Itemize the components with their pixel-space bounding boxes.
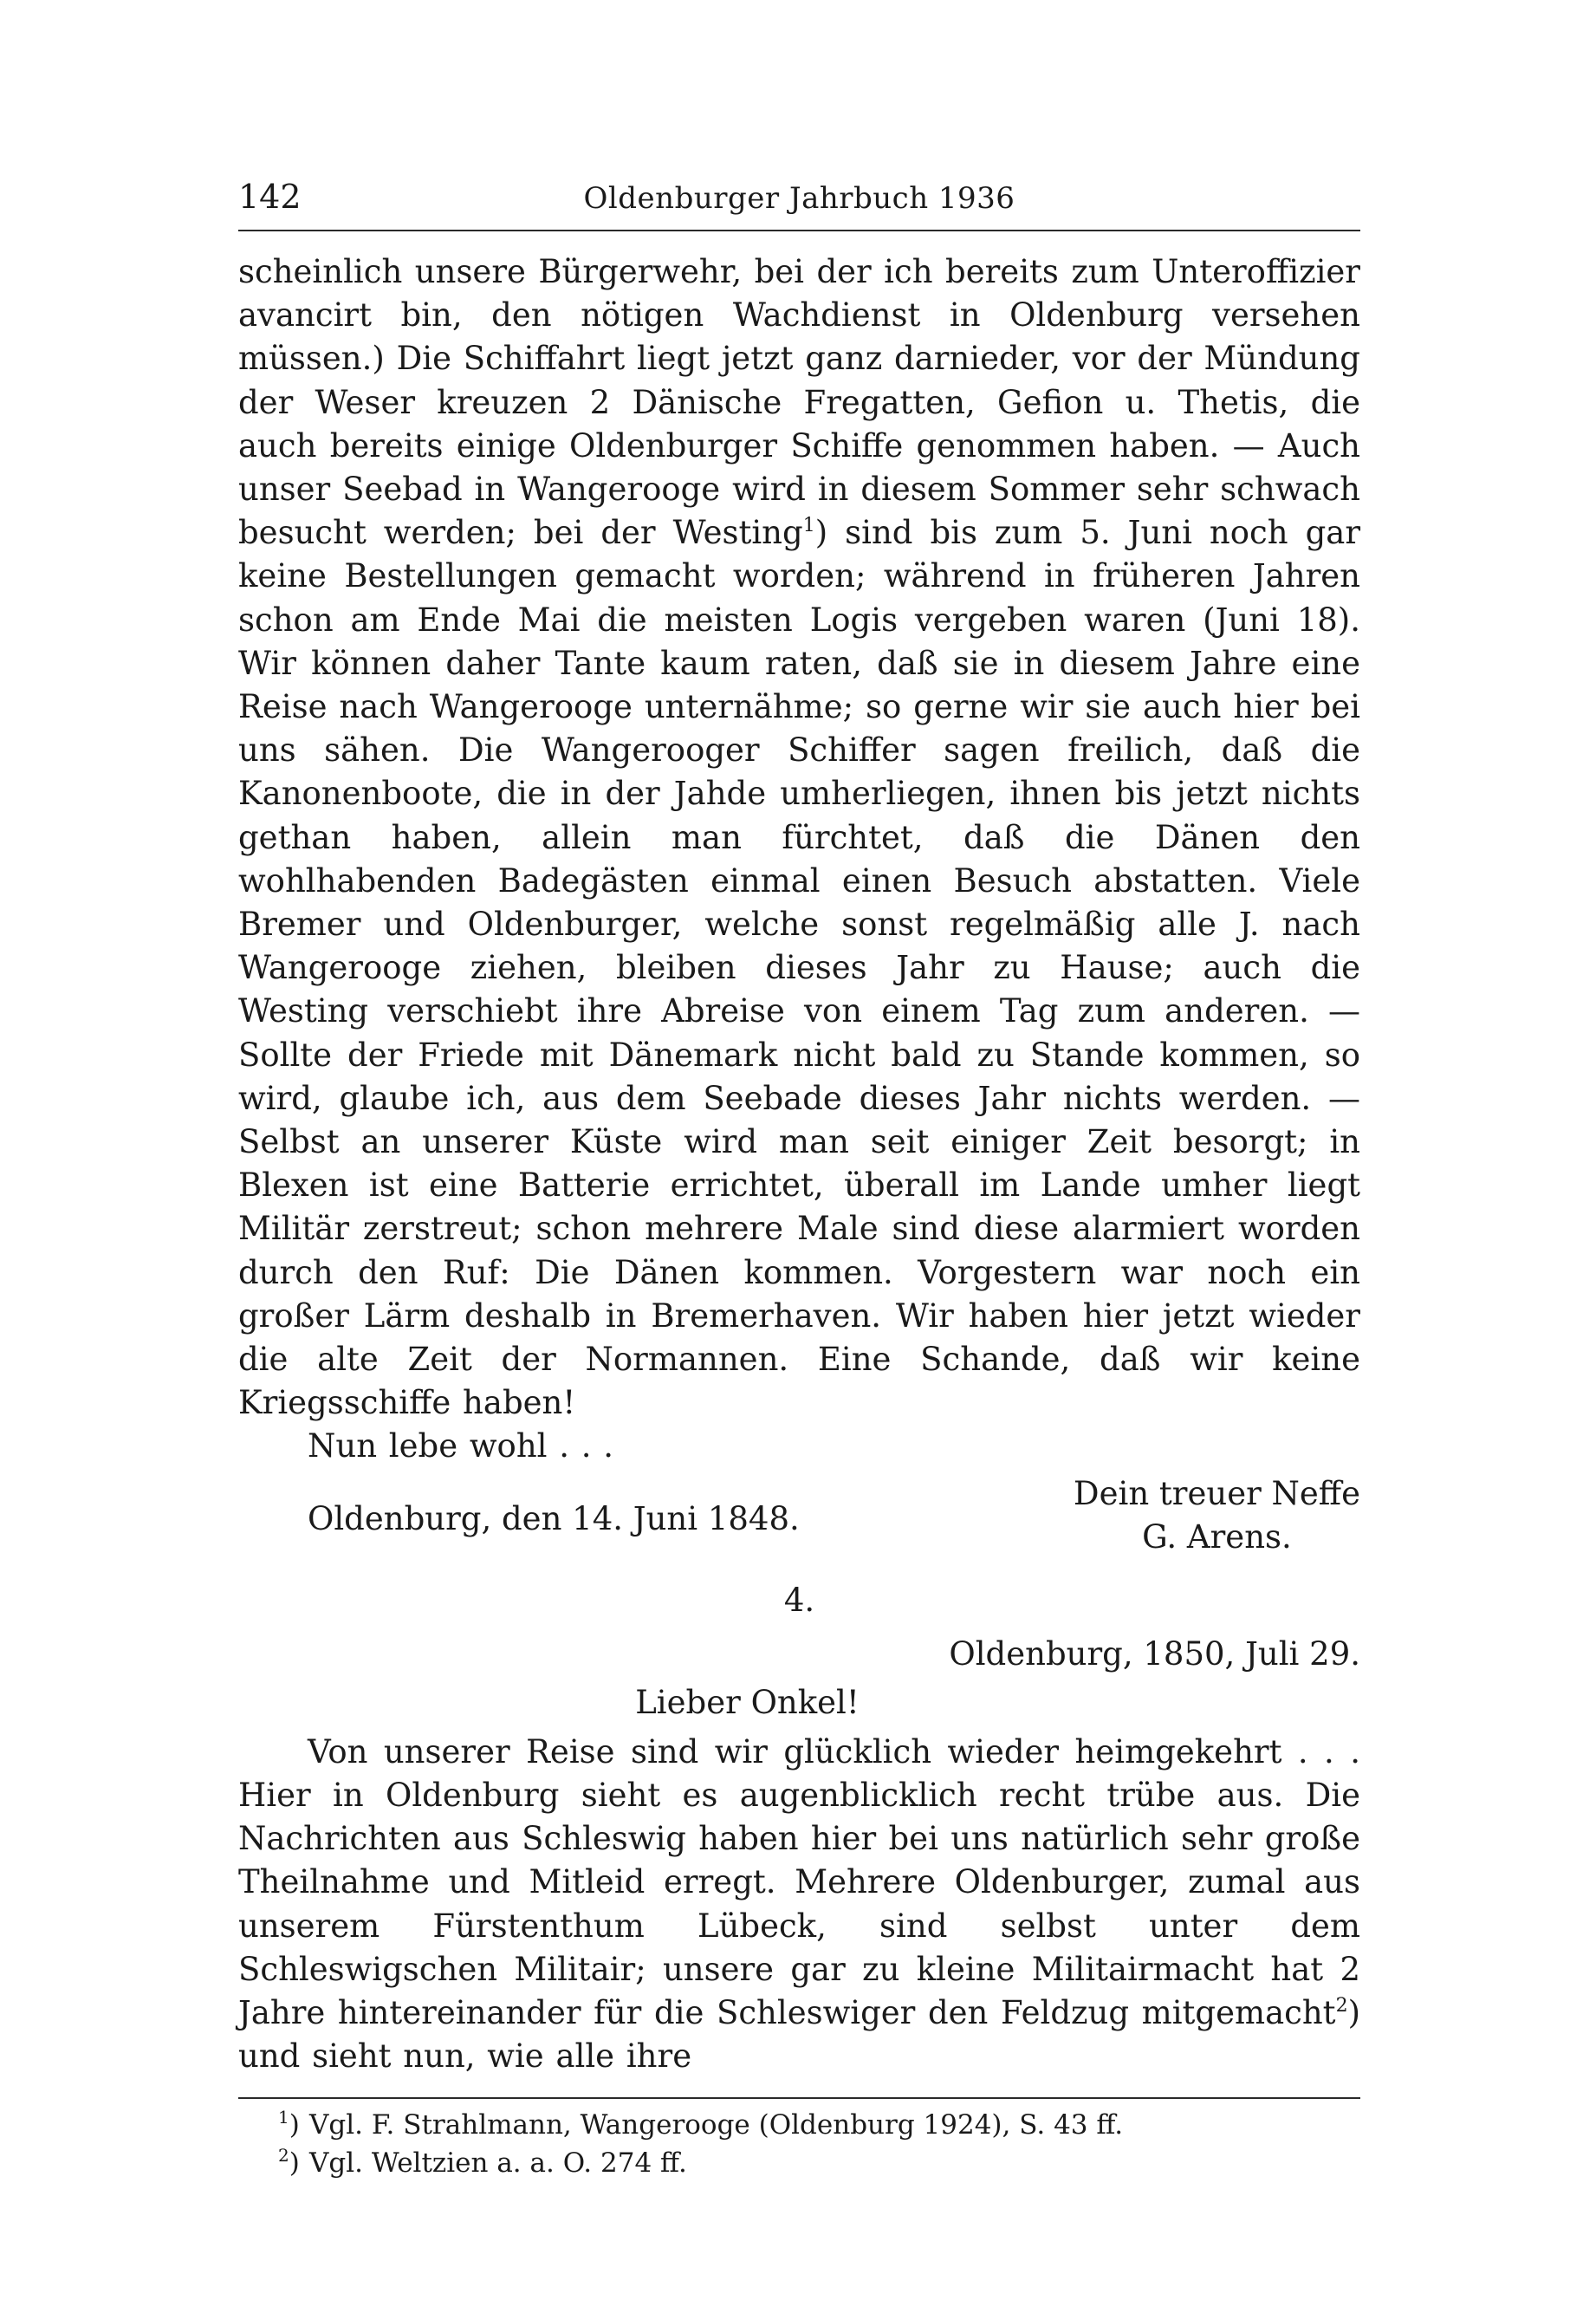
footnote-2 [278,2144,1360,2182]
footnote-mark: $^1$) [278,2107,300,2141]
letter-3-text-part-b: ) sind bis zum 5. Juni noch gar keine Bestellungen gemacht worden; während in früheren Jahren schon am Ende Mai die meisten Logis vergeben waren (Juni 18). Wir können daher Tante kaum raten, daß sie in diesem Jahre eine Reise nach Wangerooge unternähme; so gerne wir sie auch hier bei uns sähen. Die Wangerooger Schiffer sagen freilich, daß die Kanonenboote, die in der Jahde umherliegen, ihnen bis jetzt nichts gethan haben, allein man fürchtet, daß die Dänen den wohlhabenden Badegästen einmal einen Besuch abstatten. Viele Bremer und Oldenburger, welche sonst regelmäßig alle J. nach Wangerooge ziehen, bleiben dieses Jahr zu Hause; auch die Westing verschiebt ihre Abreise von einem Tag zum anderen. — Sollte der Friede mit Dänemark nicht bald zu Stande kommen, so wird, glaube ich, aus dem Seebade dieses Jahr nichts werden. — Selbst an unserer Küste wird man seit einiger Zeit besorgt; in Blexen ist eine Batterie errichtet, überall im Lande umher liegt Militär zerstreut; schon mehrere Male sind diese alarmiert worden durch den Ruf: Die Dänen kommen. Vorgestern war noch ein großer Lärm deshalb in Bremerhaven. Wir haben hier jetzt wieder die alte Zeit der Normannen. Eine Schande, daß wir keine Kriegsschiffe haben! [238,514,1361,1422]
footnote-reference-2: 2 [1335,1994,1348,2017]
letter-3-body [238,250,1360,1469]
letter-4-text-part-a: Von unserer Reise sind wir glücklich wieder heimgekehrt . . . Hier in Oldenburg sieht es augenblicklich recht trübe aus. Die Nachrichten aus Schleswig haben hier bei uns natürlich sehr große Theilnahme und Mitleid erregt. Mehrere Oldenburger, zumal aus unserem Fürstenthum Lübeck, sind selbst unter dem Schleswigschen Militair; unsere gar zu kleine Militairmacht hat 2 Jahre hintereinander für die Schleswiger den Feldzug mitgemacht [238,1732,1360,2031]
page-number: 142 [238,178,302,216]
footnote-number: 2 [278,2145,289,2167]
signature-line-1: Dein treuer Neffe [1073,1474,1360,1512]
footnote-text: Vgl. F. Strahlmann, Wangerooge (Oldenburg 1924), S. 43 ff. [309,2109,1124,2141]
letter-3-text-part-a: scheinlich unsere Bürgerwehr, bei der ich bereits zum Unteroffizier avancirt bin, den nötigen Wachdienst in Oldenburg versehen müssen.) Die Schiffahrt liegt jetzt ganz darnieder, vor der Mündung der Weser kreuzen 2 Dänische Fregatten, Gefion u. Thetis, die auch bereits einige Oldenburger Schiffe genommen haben. — Auch unser Seebad in Wangerooge wird in diesem Sommer sehr schwach besucht werden; bei der Westing [238,253,1360,552]
running-head [238,178,1360,231]
footnote-reference-1: 1 [802,515,815,537]
footnote-number: 1 [278,2107,289,2128]
journal-title: Oldenburger Jahrbuch 1936 [583,181,1015,216]
letter-4-salutation: Lieber Onkel! [635,1683,860,1721]
footnotes [238,2106,1360,2182]
letter-4-text-part-b: ) und sieht nun, wie alle ihre [238,1993,1360,2076]
letter-4-paragraph [238,1731,1360,2079]
signature-block [1074,1472,1360,1559]
letter-4-body [238,1731,1360,2079]
footnote-text: Vgl. Weltzien a. a. O. 274 ff. [309,2147,687,2180]
footnote-divider [238,2097,1360,2099]
signature-line-2: G. Arens. [1142,1517,1292,1556]
document-page [238,178,1360,2182]
letter-3-closing [238,1472,1360,1566]
footnote-1 [278,2106,1360,2144]
letter-4-dateline: Oldenburg, 1850, Juli 29. [949,1634,1360,1673]
letter-3-place-date: Oldenburg, den 14. Juni 1848. [308,1499,800,1537]
letter-3-paragraph [238,250,1360,1425]
letter-3-farewell: Nun lebe wohl . . . [308,1427,614,1465]
footnote-mark: $^2$) [278,2145,300,2180]
letter-4-number: 4. [783,1581,815,1619]
